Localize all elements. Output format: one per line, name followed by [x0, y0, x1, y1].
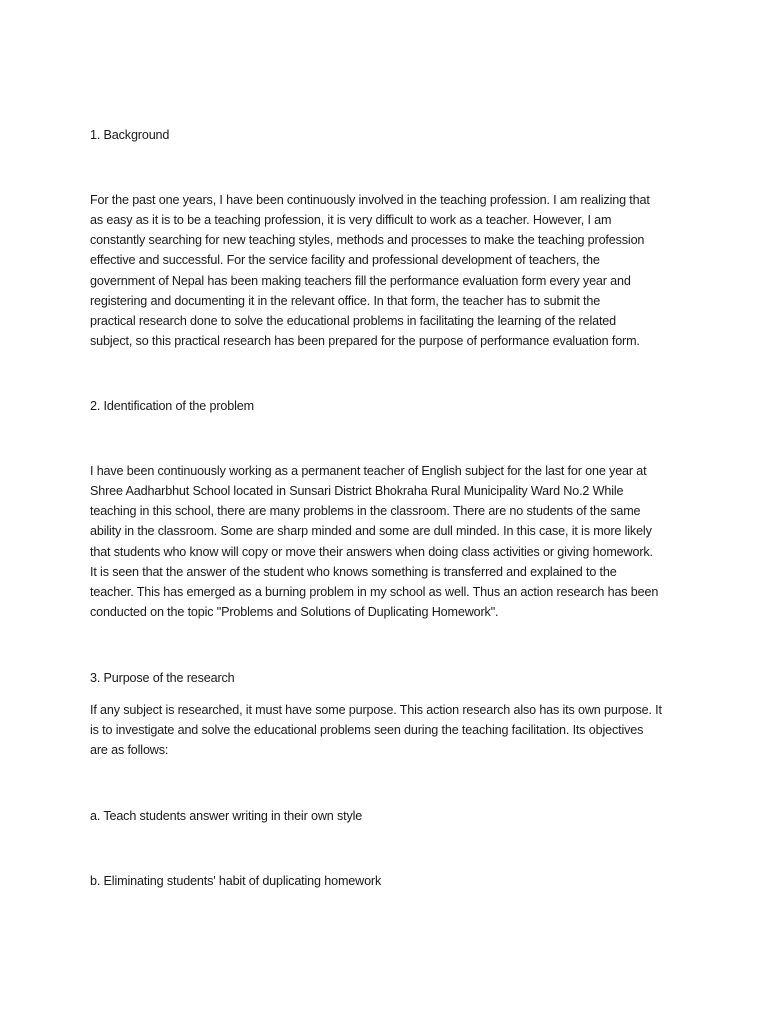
text-line: It is seen that the answer of the student who knows something is transferred and explained to the — [90, 564, 617, 579]
text-line: effective and successful. For the service facility and professional development of teachers, the — [90, 253, 600, 268]
text-line: constantly searching for new teaching styles, methods and processes to make the teaching profession — [90, 233, 645, 248]
text-line: government of Nepal has been making teachers fill the performance evaluation form every year and — [90, 273, 631, 288]
text-line: is to investigate and solve the educational problems seen during the teaching facilitation. Its objectives — [90, 723, 644, 738]
text-line: as easy as it is to be a teaching profession, it is very difficult to work as a teacher. However, I am — [90, 213, 612, 228]
objective-item-a: a. Teach students answer writing in their own style — [90, 809, 363, 823]
text-line: teaching in this school, there are many problems in the classroom. There are no students of the same — [90, 504, 641, 519]
text-line: that students who know will copy or move their answers when doing class activities or giving homework. — [90, 544, 653, 559]
purpose-paragraph — [90, 700, 682, 760]
text-line: subject, so this practical research has been prepared for the purpose of performance evaluation form. — [90, 334, 640, 349]
text-line: I have been continuously working as a permanent teacher of English subject for the last for one year at — [90, 464, 647, 478]
text-line: are as follows: — [90, 743, 169, 758]
text-line: Shree Aadharbhut School located in Sunsari District Bhokraha Rural Municipality Ward No.2 While — [90, 484, 624, 499]
problem-paragraph — [90, 461, 682, 622]
text-line: ability in the classroom. Some are sharp minded and some are dull minded. In this case, it is more likely — [90, 524, 652, 539]
section-heading-problem-identification: 2. Identification of the problem — [90, 399, 254, 413]
text-line: registering and documenting it in the relevant office. In that form, the teacher has to submit the — [90, 293, 601, 308]
text-line: If any subject is researched, it must have some purpose. This action research also has its own purpose. It — [90, 703, 662, 717]
background-paragraph — [90, 190, 682, 351]
section-heading-purpose: 3. Purpose of the research — [90, 671, 235, 685]
objective-item-b: b. Eliminating students' habit of duplicating homework — [90, 874, 382, 888]
section-heading-background: 1. Background — [90, 128, 170, 142]
text-line: practical research done to solve the educational problems in facilitating the learning of the related — [90, 313, 617, 328]
text-line: conducted on the topic "Problems and Solutions of Duplicating Homework". — [90, 605, 499, 620]
text-line: teacher. This has emerged as a burning problem in my school as well. Thus an action research has been — [90, 584, 659, 599]
text-line: For the past one years, I have been continuously involved in the teaching profession. I am realizing that — [90, 193, 650, 207]
